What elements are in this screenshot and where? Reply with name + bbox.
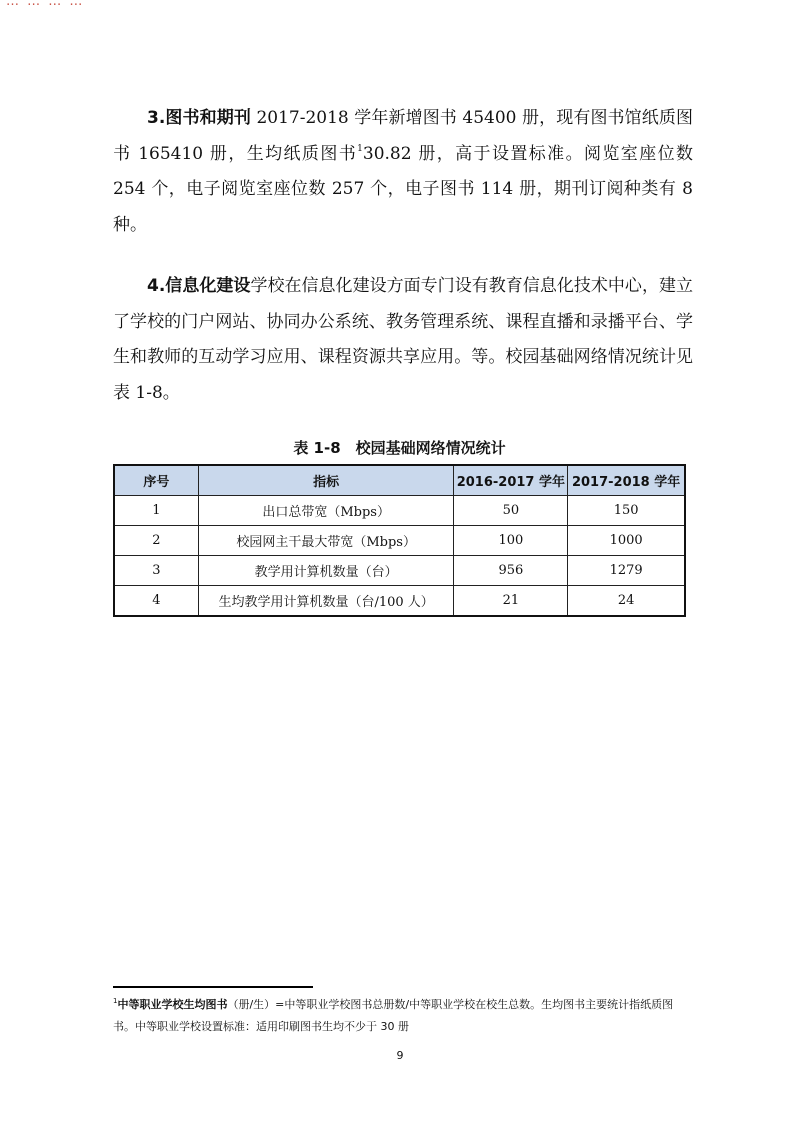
cell-value: 956 <box>454 556 568 586</box>
it-heading: 4.信息化建设 <box>147 276 251 296</box>
table-row <box>114 586 685 617</box>
footnote-text: （册/生）=中等职业学校图书总册数/中等职业学校在校生总数。生均图书主要统计指纸质图书。中等职业学校设置标准：适用印刷图书生均不少于 30 册 <box>113 998 674 1033</box>
cell-index: 1 <box>114 496 198 526</box>
cell-indicator: 生均教学用计算机数量（台/100 人） <box>198 586 454 617</box>
books-text-after: 30.82 册，高于设置标准。阅览室座位数 254 个，电子阅览室座位数 257 个，电子图书 114 册，期刊订阅种类有 8 种。 <box>113 143 693 235</box>
header-indicator: 指标 <box>198 465 454 496</box>
it-text: 学校在信息化建设方面专门设有教育信息化技术中心，建立了学校的门户网站、协同办公系统、教务管理系统、课程直播和录播平台、学生和教师的互动学习应用、课程资源共享应用。等。校园基础网络情况统计见表 1-8。 <box>113 276 694 403</box>
table-row <box>114 556 685 586</box>
paragraph-books <box>113 101 693 243</box>
table-row <box>114 526 685 556</box>
header-index: 序号 <box>114 465 198 496</box>
cell-indicator: 教学用计算机数量（台） <box>198 556 454 586</box>
cell-indicator: 出口总带宽（Mbps） <box>198 496 454 526</box>
books-text-before: 2017-2018 学年新增图书 45400 册，现有图书馆纸质图书 165410 册，生均纸质图书 <box>113 108 693 164</box>
cell-value: 1279 <box>568 556 685 586</box>
header-year-2017: 2017-2018 学年 <box>568 465 685 496</box>
footnote <box>113 994 693 1038</box>
footnote-term: 中等职业学校生均图书 <box>117 998 228 1011</box>
footnote-number: 1 <box>113 997 118 1005</box>
cell-index: 2 <box>114 526 198 556</box>
books-heading: 3.图书和期刊 <box>147 108 251 128</box>
network-stats-table <box>113 464 686 617</box>
table-header-row <box>114 465 685 496</box>
cell-value: 24 <box>568 586 685 617</box>
cell-value: 150 <box>568 496 685 526</box>
header-year-2016: 2016-2017 学年 <box>454 465 568 496</box>
cell-index: 3 <box>114 556 198 586</box>
cell-value: 100 <box>454 526 568 556</box>
footnote-ref-marker[interactable]: 1 <box>357 143 363 154</box>
cell-value: 1000 <box>568 526 685 556</box>
table-caption: 表 1-8 校园基础网络情况统计 <box>293 439 506 457</box>
cell-value: 21 <box>454 586 568 617</box>
cell-value: 50 <box>454 496 568 526</box>
page-number: 9 <box>396 1049 404 1062</box>
header-watermark: … … … … <box>6 0 85 9</box>
table-row <box>114 496 685 526</box>
cell-indicator: 校园网主干最大带宽（Mbps） <box>198 526 454 556</box>
paragraph-it <box>113 269 693 411</box>
footnote-divider <box>113 986 313 988</box>
cell-index: 4 <box>114 586 198 617</box>
